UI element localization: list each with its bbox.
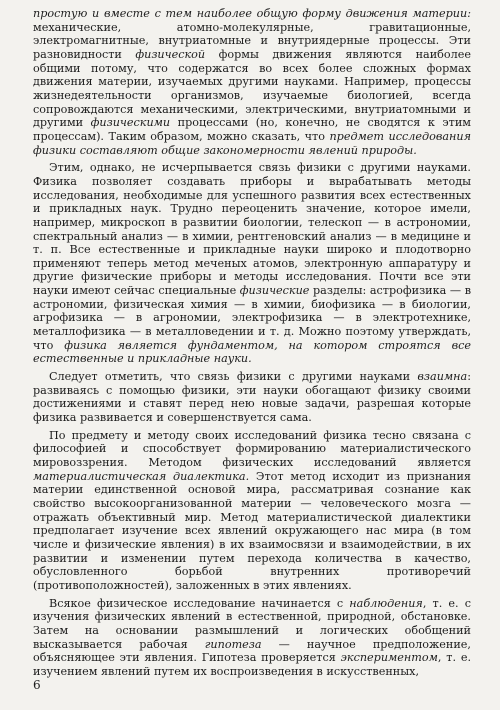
text-run: : развиваясь с помощью физики, эти науки обогащают физику своими достижениями и ставят перед нею новые задачи, разрешая которые физика развивается и совершенствуется сама. bbox=[33, 370, 471, 425]
text-run: — научное предположение, объясняющее эти явления. Гипотеза проверяется bbox=[33, 637, 471, 665]
italic-run: гипотеза bbox=[204, 637, 262, 651]
text-run: , т. е. с изучения физических явлений в естественной, природной, обстановке. Затем на основании размышлений и логических обобщений высказывается рабочая bbox=[33, 596, 471, 651]
text-run: Всякое физическое исследование начинается с bbox=[49, 596, 350, 610]
italic-run: предмет исследования физики составляют общие закономерности явлений природы. bbox=[33, 129, 472, 157]
page-number: 6 bbox=[33, 678, 41, 692]
text-body bbox=[33, 7, 471, 679]
italic-run: материалистическая диалектика. bbox=[33, 469, 250, 483]
paragraph-3 bbox=[33, 370, 471, 425]
text-run: механические, атомно-молекулярные, гравитационные, электромагнитные, внутриатомные и внутриядерные процессы. Эти разновидности bbox=[33, 20, 471, 61]
italic-run: физика является фундаментом, на котором строятся все естественные и прикладные науки. bbox=[33, 338, 471, 366]
paragraph-2 bbox=[33, 161, 471, 366]
text-run: процессами (но, конечно, не сводятся к этим процессам). Таким образом, можно сказать, что bbox=[33, 116, 471, 143]
italic-run: физические bbox=[239, 284, 310, 298]
text-run: формы движения являются наиболее общими потому, что содержатся во всех более сложных формах движения материи, изучаемых другими науками. Например, процессы жизнедеятельности организмов, изучаемые биологией, всегда сопровождаются механическими, электрическими, внутриатомными и другими bbox=[33, 47, 471, 130]
paragraph-1 bbox=[33, 7, 471, 157]
italic-run: физической bbox=[135, 47, 206, 61]
text-run: По предмету и методу своих исследований физика тесно связана с философией и способствует формированию материалистического мировоззрения. Методом физических исследований является bbox=[33, 428, 471, 469]
italic-run: физическими bbox=[90, 116, 171, 130]
italic-run: наблюдения bbox=[349, 596, 423, 610]
text-run: Этот метод исходит из признания материи единственной основой мира, рассматривая сознание как свойство высокоорганизованной материи — человеческого мозга — отражать объективный мир. Метод материалистической диалектики предполагает изучение всех явлений окружающего нас мира (в том числе и физические явления) в их взаимосвязи и взаимодействии, в их развитии и изменении путем перехода количества в качество, обусловленного борьбой внутренних противоречий (противоположностей), заложенных в этих явлениях. bbox=[33, 469, 471, 592]
italic-run: экспериментом bbox=[340, 651, 438, 665]
text-run: Следует отметить, что связь физики с другими науками bbox=[49, 370, 418, 384]
text-run: Этим, однако, не исчерпывается связь физики с другими науками. Физика позволяет создавать приборы и вырабатывать методы исследования, необходимые для успешного развития всех естественных и прикладных наук. Трудно переоценить значение, которое имели, например, микроскоп в развитии биологии, телескоп — в астрономии, спектральный анализ — в химии, рентгеновский анализ — в медицине и т. п. Все естественные и прикладные науки широко и плодотворно применяют теперь метод меченых атомов, электронную аппаратуру и другие физические приборы и методы исследования. Почти все эти науки имеют сейчас специальные bbox=[33, 161, 471, 298]
italic-run: простую и вместе с тем наиболее общую форму движения материи: bbox=[33, 7, 471, 20]
paragraph-4 bbox=[33, 429, 471, 593]
paragraph-5 bbox=[33, 597, 471, 679]
text-run: разделы: астрофизика — в астрономии, физическая химия — в химии, биофизика — в биологии, агрофизика — в агрономии, электрофизика — в электротехнике, металлофизика — в металловедении и т. д. Можно поэтому утверждать, что bbox=[33, 284, 471, 352]
italic-run: взаимна bbox=[417, 370, 468, 384]
text-run: , т. е. изучением явлений путем их воспроизведения в искусственных, bbox=[33, 651, 472, 678]
